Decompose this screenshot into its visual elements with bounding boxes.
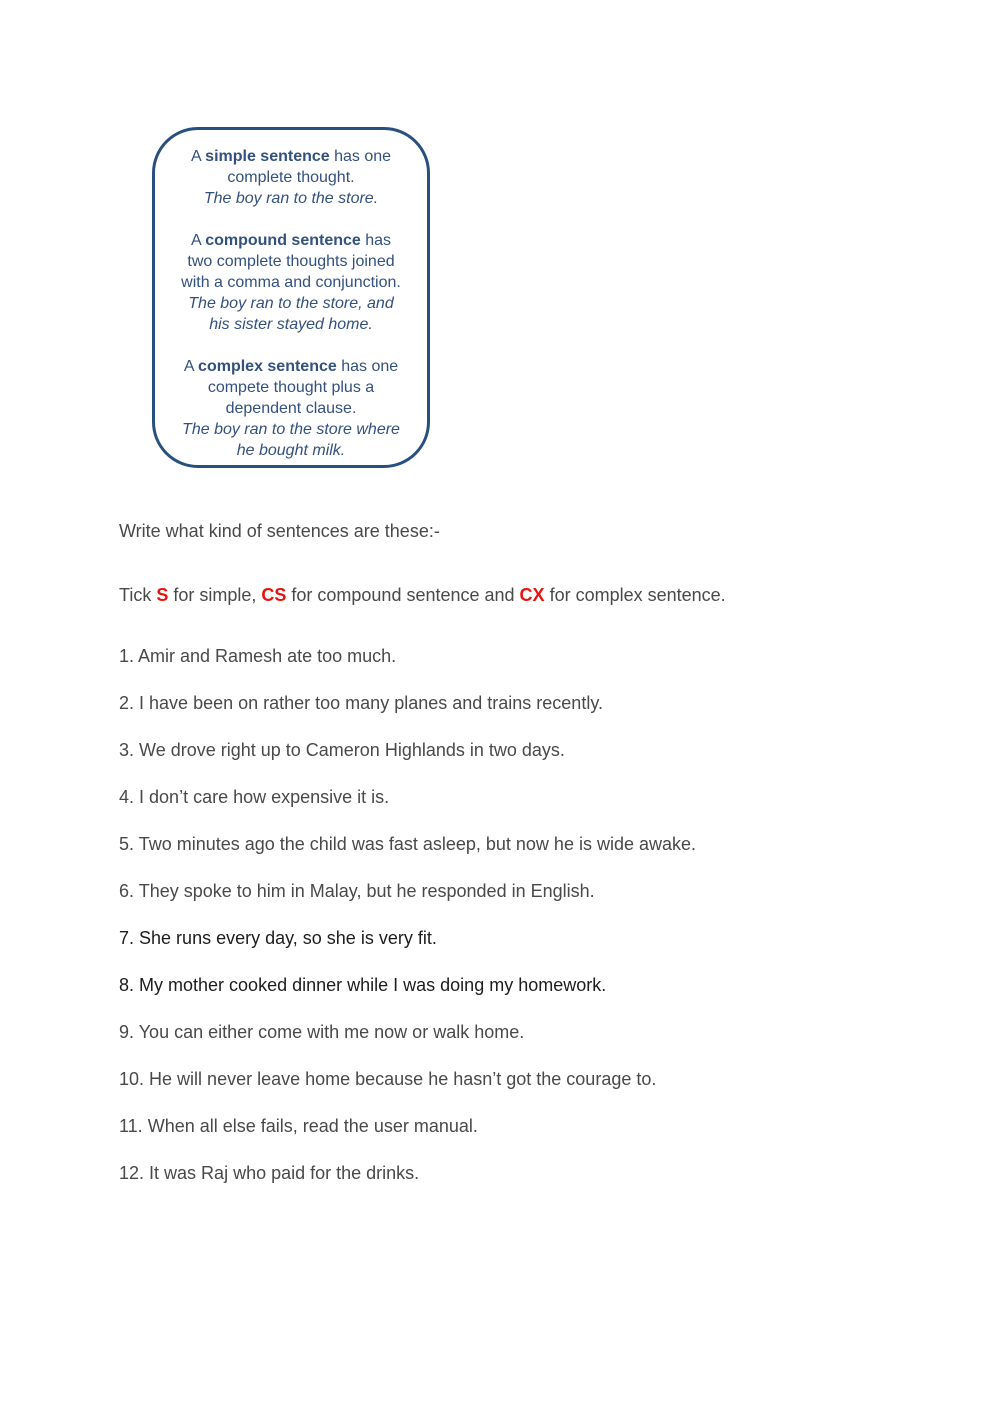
- definition-term: complex sentence: [198, 358, 337, 375]
- instruction-text: for complex sentence.: [544, 585, 726, 605]
- definition-line: compete thought plus a: [207, 379, 375, 396]
- question-text: We drove right up to Cameron Highlands in two days.: [139, 740, 565, 760]
- question-number: 1.: [119, 646, 135, 666]
- question-8: [119, 976, 696, 994]
- question-number: 9.: [119, 1022, 135, 1042]
- definition-term: simple sentence: [205, 148, 330, 165]
- question-text: It was Raj who paid for the drinks.: [149, 1163, 420, 1183]
- example-sentence: his sister stayed home.: [209, 316, 373, 333]
- definition-line: two complete thoughts joined: [187, 253, 395, 270]
- example-sentence: he bought milk.: [236, 442, 346, 459]
- question-number: 3.: [119, 740, 135, 760]
- question-number: 7.: [119, 928, 135, 948]
- question-text: They spoke to him in Malay, but he responded in English.: [138, 881, 595, 901]
- question-list: [119, 647, 696, 1211]
- question-number: 8.: [119, 975, 135, 995]
- question-number: 12.: [119, 1163, 145, 1183]
- question-text: Two minutes ago the child was fast asleep, but now he is wide awake.: [138, 834, 697, 854]
- question-4: [119, 788, 696, 806]
- question-3: [119, 741, 696, 759]
- definition-compound-sentence: [165, 230, 417, 335]
- example-sentence: The boy ran to the store.: [203, 190, 379, 207]
- tick-instruction: [119, 585, 726, 605]
- question-7: [119, 929, 696, 947]
- example-sentence: The boy ran to the store where: [182, 421, 400, 438]
- question-number: 2.: [119, 693, 135, 713]
- definition-line: [165, 146, 417, 167]
- definition-term: compound sentence: [205, 232, 361, 249]
- definition-continuation: has one: [336, 358, 399, 375]
- definition-complex-sentence: [165, 356, 417, 461]
- question-1: [119, 647, 696, 665]
- definition-line: [165, 230, 417, 251]
- question-number: 5.: [119, 834, 135, 854]
- definition-line: dependent clause.: [225, 400, 357, 417]
- instruction-text: for compound sentence and: [286, 585, 520, 605]
- definition-line: complete thought.: [227, 169, 355, 186]
- question-text: I don’t care how expensive it is.: [139, 787, 390, 807]
- question-number: 4.: [119, 787, 135, 807]
- question-6: [119, 882, 696, 900]
- definition-intro: A: [190, 148, 206, 165]
- label-complex: CX: [519, 585, 545, 605]
- question-11: [119, 1117, 696, 1135]
- definition-line: with a comma and conjunction.: [181, 274, 401, 291]
- definition-intro: A: [183, 358, 199, 375]
- label-compound: CS: [261, 585, 287, 605]
- example-sentence: The boy ran to the store, and: [188, 295, 394, 312]
- question-text: My mother cooked dinner while I was doing my homework.: [139, 975, 607, 995]
- question-9: [119, 1023, 696, 1041]
- question-number: 6.: [119, 881, 135, 901]
- definition-line: [165, 356, 417, 377]
- question-text: You can either come with me now or walk home.: [138, 1022, 525, 1042]
- label-simple: S: [156, 585, 169, 605]
- definition-continuation: has: [360, 232, 392, 249]
- sentence-types-definition-box: [152, 127, 430, 468]
- question-text: She runs every day, so she is very fit.: [139, 928, 437, 948]
- worksheet-heading: Write what kind of sentences are these:-: [119, 521, 440, 541]
- definition-intro: A: [190, 232, 206, 249]
- question-text: When all else fails, read the user manual.: [147, 1116, 478, 1136]
- question-2: [119, 694, 696, 712]
- question-number: 11.: [119, 1116, 143, 1136]
- question-5: [119, 835, 696, 853]
- question-12: [119, 1164, 696, 1182]
- question-text: He will never leave home because he hasn’t got the courage to.: [149, 1069, 657, 1089]
- instruction-text: for simple,: [168, 585, 262, 605]
- question-text: I have been on rather too many planes and trains recently.: [139, 693, 603, 713]
- question-10: [119, 1070, 696, 1088]
- instruction-text: Tick: [119, 585, 157, 605]
- definition-continuation: has one: [329, 148, 392, 165]
- question-number: 10.: [119, 1069, 145, 1089]
- question-text: Amir and Ramesh ate too much.: [138, 646, 397, 666]
- definition-simple-sentence: [165, 146, 417, 209]
